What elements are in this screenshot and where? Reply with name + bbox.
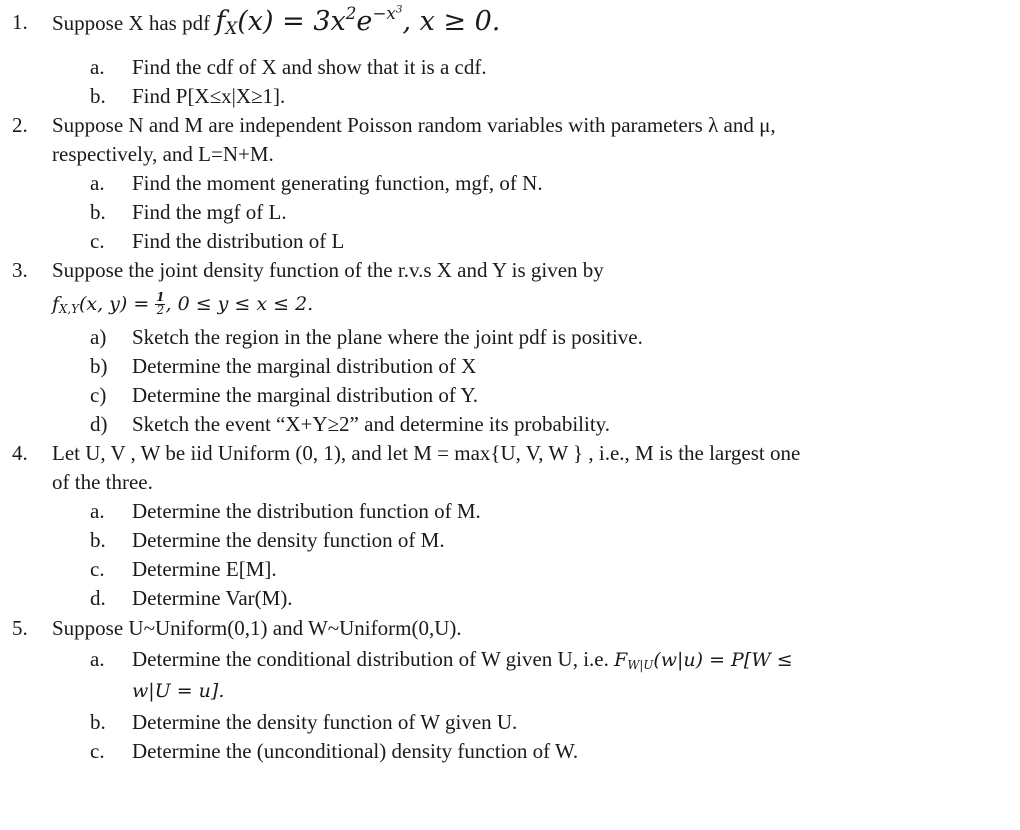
- problem-text-continued: respectively, and L=N+M.: [52, 142, 274, 166]
- formula-continued: w|U = u].: [132, 680, 225, 702]
- part-text: Determine Var(M).: [132, 586, 293, 610]
- part-label: a.: [90, 171, 105, 195]
- fraction-one-half: $\frac{1}{2}$: [156, 290, 165, 318]
- part-text: Find P[X≤x|X≥1].: [132, 84, 286, 108]
- part-text: Determine the marginal distribution of Y.: [132, 383, 479, 407]
- problem-number: 1.: [12, 10, 28, 34]
- part-label: a.: [90, 647, 105, 671]
- problem-text: Suppose X has pdf: [52, 11, 211, 35]
- joint-pdf-formula: $f_{X,Y}(x$, y) = $\frac{1}{2}$ , 0 ≤ y ≤ x ≤ 2.: [52, 290, 314, 318]
- conditional-cdf-formula: $F_{W|U}(w|u) = P[W$ ≤: [614, 649, 793, 672]
- problem-number: 4.: [12, 441, 28, 465]
- part-text: Find the moment generating function, mgf, of N.: [132, 171, 543, 195]
- part-text: Determine the (unconditional) density function of W.: [132, 739, 579, 763]
- problem-number: 2.: [12, 113, 28, 137]
- part-text: Find the mgf of L.: [132, 200, 287, 224]
- part-label: b): [90, 354, 108, 378]
- part-label: c): [90, 383, 107, 407]
- part-label: b.: [90, 200, 106, 224]
- part-label: c.: [90, 557, 105, 581]
- part-label: a.: [90, 55, 105, 79]
- part-text: Find the distribution of L: [132, 229, 345, 253]
- part-label: a): [90, 325, 107, 349]
- problem-text: Let U, V , W be iid Uniform (0, 1), and let M = max{U, V, W } , i.e., M is the largest one: [52, 441, 801, 465]
- part-label: b.: [90, 528, 106, 552]
- part-text: Determine E[M].: [132, 557, 277, 581]
- pdf-formula: $f_X(x) = 3x^2e^{-x^3}$, x ≥ 0.: [215, 3, 501, 39]
- problem-text: Suppose U~Uniform(0,1) and W~Uniform(0,U).: [52, 616, 462, 640]
- part-label: d.: [90, 586, 106, 610]
- part-text: Determine the density function of W given U.: [132, 710, 518, 734]
- part-text: Determine the conditional distribution of W given U, i.e.: [132, 647, 609, 671]
- part-text: Determine the marginal distribution of X: [132, 354, 477, 378]
- part-label: d): [90, 412, 108, 436]
- part-text: Determine the distribution function of M.: [132, 499, 481, 523]
- problem-text: Suppose the joint density function of the r.v.s X and Y is given by: [52, 258, 604, 282]
- part-text: Determine the density function of M.: [132, 528, 445, 552]
- part-label: c.: [90, 229, 105, 253]
- problem-text-continued: of the three.: [52, 470, 153, 494]
- part-text: Sketch the event “X+Y≥2” and determine its probability.: [132, 412, 611, 436]
- problem-number: 3.: [12, 258, 28, 282]
- part-text: Find the cdf of X and show that it is a cdf.: [132, 55, 487, 79]
- problem-number: 5.: [12, 616, 28, 640]
- part-label: b.: [90, 84, 106, 108]
- part-label: a.: [90, 499, 105, 523]
- problem-text: Suppose N and M are independent Poisson random variables with parameters λ and μ,: [52, 113, 776, 137]
- part-label: c.: [90, 739, 105, 763]
- part-text: Sketch the region in the plane where the joint pdf is positive.: [132, 325, 643, 349]
- part-label: b.: [90, 710, 106, 734]
